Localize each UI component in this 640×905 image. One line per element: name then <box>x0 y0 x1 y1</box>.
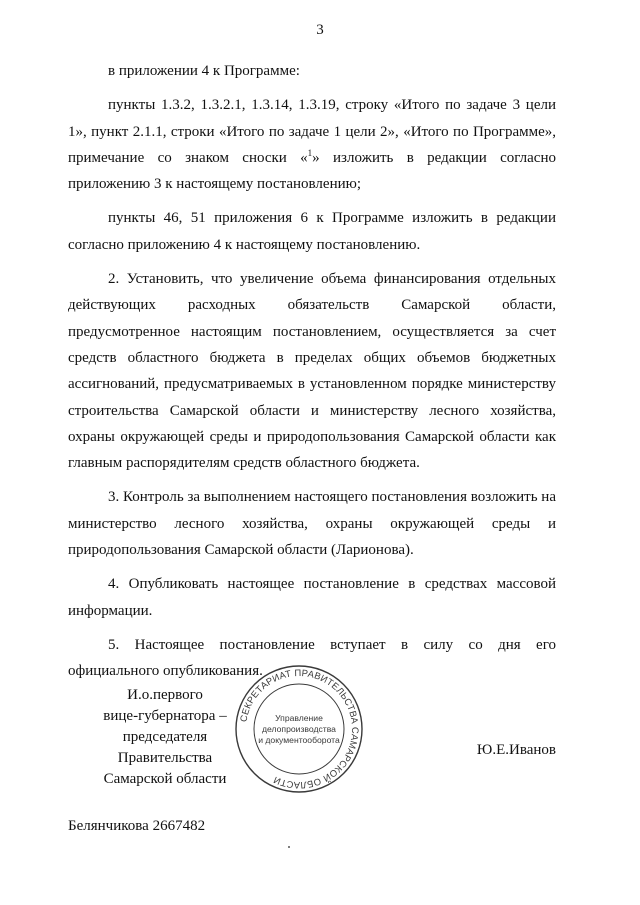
stamp-inner-line2: делопроизводства <box>262 724 336 734</box>
paragraph-clause-3: 3. Контроль за выполнением настоящего постановления возложить на министерство лесного хозяйства, охраны окружающей среды и природопользования Самарской области (Ларионова). <box>68 489 556 559</box>
stamp-inner-line1: Управление <box>275 713 323 723</box>
signatory-position-line2: вице-губернатора – <box>103 708 227 724</box>
document-body <box>68 58 556 685</box>
stray-dot-mark <box>288 846 290 848</box>
signatory-position-line3: председателя Правительства <box>117 729 213 766</box>
executor-contact: Белянчикова 2667482 <box>68 818 206 834</box>
stamp-outer-text: СЕКРЕТАРИАТ ПРАВИТЕЛЬСТВА САМАРСКОЙ ОБЛАСТИ <box>237 666 362 792</box>
paragraph-clause-2-line2: действующих расходных обязательств Самарской области, <box>68 297 556 314</box>
paragraph-clause-5: 5. Настоящее постановление вступает в силу со дня его официального опубликования. <box>68 636 556 680</box>
paragraph-clause-2-rest: предусмотренное настоящим постановлением, осуществляется за счет средств областного бюджета в пределах общих объемов бюджетных ассигнований, предусматриваемых в установленном порядке министерству строительства Самарской области и министерству лесного хозяйства, охраны окружающей среды и природопользования Самарской области как главным распорядителям средств областного бюджета. <box>68 323 556 472</box>
paragraph-items-2: пункты 46, 51 приложения 6 к Программе изложить в редакции согласно приложению 4 к настоящему постановлению. <box>68 210 556 253</box>
signatory-position-line4: Самарской области <box>103 771 227 787</box>
signatory-position-line1: И.о.первого <box>127 687 203 703</box>
paragraph-items-1 <box>68 92 556 197</box>
signatory-name: Ю.Е.Иванов <box>476 742 556 758</box>
paragraph-clause-4: 4. Опубликовать настоящее постановление в средствах массовой информации. <box>68 576 556 619</box>
official-stamp <box>234 664 364 794</box>
paragraph-items-1-tail: » изложить в редакции согласно приложению 3 к настоящему постановлению; <box>68 149 556 193</box>
signatory-position <box>80 685 250 790</box>
footnote-mark: 1 <box>307 147 313 158</box>
stamp-inner-line3: и документооборота <box>258 735 340 745</box>
paragraph-intro: в приложении 4 к Программе: <box>108 63 300 79</box>
stamp-seal-icon <box>234 664 364 794</box>
paragraph-clause-2-line1: 2. Установить, что увеличение объема финансирования отдельных <box>108 271 556 288</box>
paragraph-items-1-text: пункты 1.3.2, 1.3.2.1, 1.3.14, 1.3.19, строку «Итого по задаче 3 цели 1», пункт 2.1.1, строки «Итого по задаче 1 цели 2», «Итого по Программе», примечание со знаком сноски « <box>68 97 556 166</box>
page-number: 3 <box>316 22 324 38</box>
